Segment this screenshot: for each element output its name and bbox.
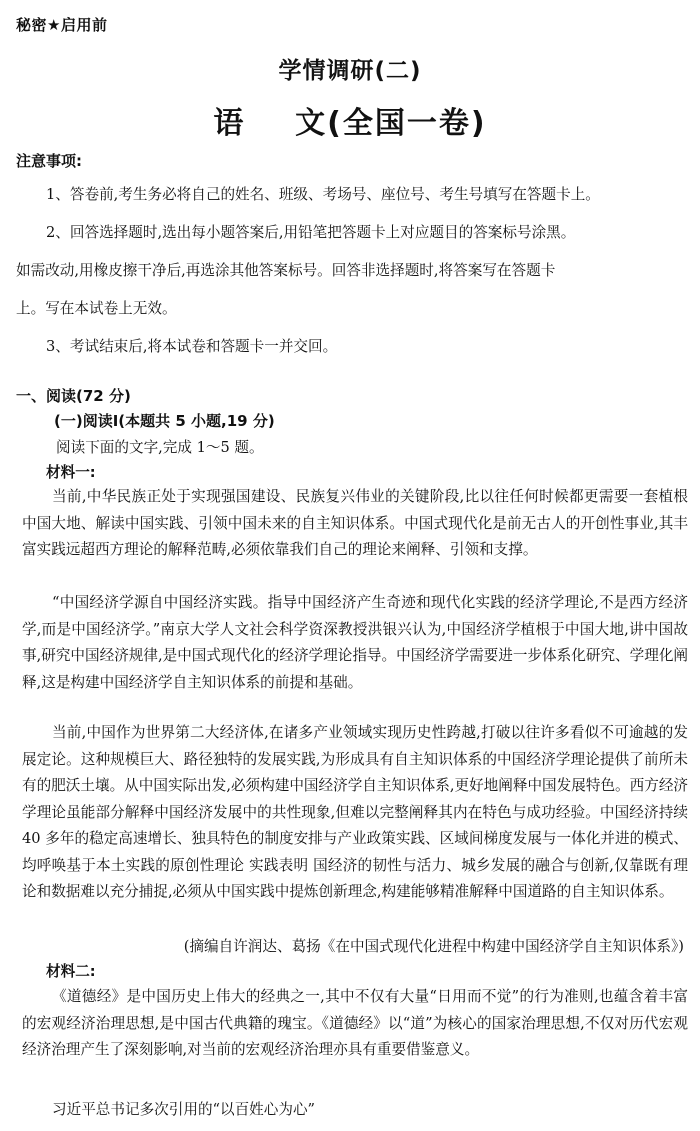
- material2-label: 材料二:: [46, 963, 96, 980]
- material1-paragraph-3: 当前,中国作为世界第二大经济体,在诸多产业领域实现历史性跨越,打破以往许多看似不可逾越的发展定论。这种规模巨大、路径独特的发展实践,为形成具有自主知识体系的中国经济学理论提供了前所未有的肥沃土壤。从中国实际出发,必须构建中国经济学自主知识体系,更好地阐释中国发展特色。西方经济学理论虽能部分解释中国经济发展中的共性现象,但难以完整阐释其内在特色与成功经验。中国经济持续 40 多年的稳定高速增长、独具特色的制度安排与产业政策实践、区域间梯度发展与一体化并进的模式、均呼唤基于本土实践的原创性理论 实践表明 国经济的韧性与活力、城乡发展的融合与创新,仅靠既有理论和数据难以充分捕捉,必须从中国实践中提炼创新理念,构建能够精准解释中国道路的自主知识体系。: [22, 724, 689, 900]
- notice-item-2-cont: 如需改动,用橡皮擦干净后,再选涂其他答案标号。回答非选择题时,将答案写在答题卡: [16, 262, 556, 279]
- section-heading: 一、阅读(72 分): [16, 387, 131, 405]
- notice-heading: 注意事项:: [16, 152, 82, 170]
- notice-item-2: 2、回答选择题时,选出每小题答案后,用铅笔把答题卡上对应题目的答案标号涂黑。: [46, 224, 576, 241]
- material1-source: (摘编自许润达、葛扬《在中国式现代化进程中构建中国经济学自主知识体系》): [183, 938, 684, 955]
- notice-item-3: 3、考试结束后,将本试卷和答题卡一并交回。: [46, 338, 338, 355]
- exam-subject: 语 文(全国一卷): [213, 106, 487, 141]
- material1-paragraph-2: “中国经济学源自中国经济实践。指导中国经济产生奇迹和现代化实践的经济学理论,不是西方经济学,而是中国经济学。”南京大学人文社会科学资深教授洪银兴认为,中国经济学植根于中国大地,讲中国故事,研究中国经济规律,是中国式现代化的经济学理论指导。中国经济学需要进一步体系化研究、学理化阐释,这是构建中国经济学自主知识体系的前提和基础。: [22, 594, 689, 691]
- material2-paragraph-1: 《道德经》是中国历史上伟大的经典之一,其中不仅有大量“日用而不觉”的行为准则,也蕴含着丰富的宏观经济治理思想,是中国古代典籍的瑰宝。《道德经》以“道”为核心的国家治理思想,不仅对历代宏观经济治理产生了深刻影响,对当前的宏观经济治理亦具有重要借鉴意义。: [22, 988, 688, 1058]
- material1-paragraph-1: 当前,中华民族正处于实现强国建设、民族复兴伟业的关键阶段,比以往任何时候都更需要一套植根中国大地、解读中国实践、引领中国未来的自主知识体系。中国式现代化是前无古人的开创性事业,其丰富实践远超西方理论的解释范畴,必须依靠我们自己的理论来阐释、引领和支撑。: [22, 488, 688, 558]
- material2-paragraph-2: 习近平总书记多次引用的“以百姓心为心”: [52, 1101, 316, 1118]
- confidential-label: 秘密★启用前: [16, 16, 108, 34]
- notice-item-2-end: 上。写在本试卷上无效。: [16, 300, 177, 317]
- exam-title: 学情调研(二): [278, 58, 422, 84]
- material1-label: 材料一:: [46, 464, 96, 481]
- notice-item-1: 1、答卷前,考生务必将自己的姓名、班级、考场号、座位号、考生号填写在答题卡上。: [46, 186, 600, 203]
- blurred-text-overlay: [330, 1098, 700, 1131]
- reading-instruction: 阅读下面的文字,完成 1～5 题。: [56, 439, 264, 456]
- subsection-heading: (一)阅读Ⅰ(本题共 5 小题,19 分): [54, 412, 275, 430]
